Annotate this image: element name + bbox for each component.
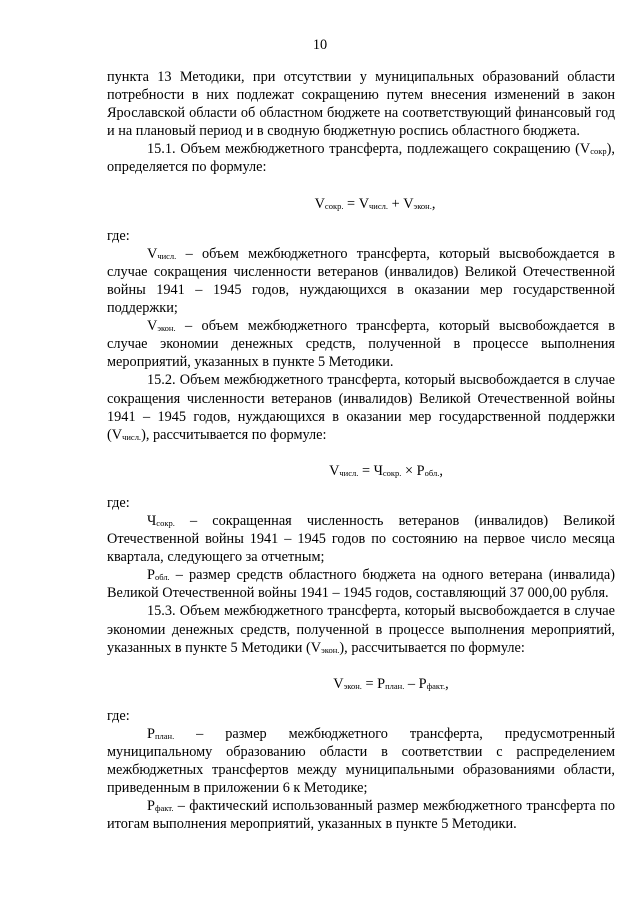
formula-v-chisl: $V_{числ.} = Ч_{сокр.} \times Р_{обл.}$,: [329, 462, 443, 479]
paragraph-15-3: 15.3. Объем межбюджетного трансферта, который высвобождается в случае экономии денежных средств, полученной в процессе выполнения мероприятий, указанных в пункте 5 Методики $(V_{экон.})$, рассчитывается по формуле:: [107, 603, 615, 656]
definition-p-obl: $Р_{обл.}$ – размер средств областного бюджета на одного ветерана (инвалида) Великой Отечественной войны 1941 – 1945 годов, составляющий 37 000,00 рубля.: [107, 567, 615, 602]
document-body: [107, 68, 615, 833]
where-label: где:: [107, 707, 130, 724]
page-number: 10: [312, 37, 328, 53]
paragraph-15-2: 15.2. Объем межбюджетного трансферта, который высвобождается в случае сокращения численности ветеранов (инвалидов) Великой Отечественной войны 1941 – 1945 годов, нуждающихся в оказании мер государственной поддержки $(V_{числ.})$, рассчитывается по формуле:: [107, 372, 615, 443]
definition-v-chisl: $V_{числ.}$ – объем межбюджетного трансферта, который высвобождается в случае сокращения численности ветеранов (инвалидов) Великой Отечественной войны 1941 – 1945 годов, нуждающихся в оказании мер государственной поддержки;: [107, 245, 615, 317]
definition-ch-sokr: $Ч_{сокр.}$ – сокращенная численность ветеранов (инвалидов) Великой Отечественной войны 1941 – 1945 годов по состоянию на первое число месяца квартала, следующего за отчетным;: [107, 512, 615, 566]
formula-v-ekon: $V_{экон.} = Р_{план.} - Р_{факт.}$,: [333, 675, 449, 692]
where-label: где:: [107, 494, 130, 511]
definition-p-fakt: $Р_{факт.}$ – фактический использованный размер межбюджетного трансферта по итогам выполнения мероприятий, указанных в пункте 5 Методики.: [107, 798, 615, 833]
definition-p-plan: $Р_{план.}$ – размер межбюджетного трансферта, предусмотренный муниципальному образованию области в соответствии с распределением межбюджетных трансфертов между муниципальными образованиями области, приведенным в приложении 6 к Методике;: [107, 725, 615, 797]
where-label: где:: [107, 227, 130, 244]
definition-v-ekon: $V_{экон.}$ – объем межбюджетного трансферта, который высвобождается в случае экономии денежных средств, полученной в процессе выполнения мероприятий, указанных в пункте 5 Методики.: [107, 318, 615, 371]
formula-v-sokr: $V_{сокр.} = V_{числ.} + V_{экон.}$,: [314, 195, 436, 212]
paragraph-15-1: 15.1. Объем межбюджетного трансферта, подлежащего сокращению $(V_{сокр})$, определяется по формуле:: [107, 141, 615, 176]
paragraph-continuation: пункта 13 Методики, при отсутствии у муниципальных образований области потребности в них подлежат сокращению путем внесения изменений в закон Ярославской области об областном бюджете на соответствующий финансовый год и на плановый период и в сводную бюджетную роспись областного бюджета.: [107, 69, 615, 140]
